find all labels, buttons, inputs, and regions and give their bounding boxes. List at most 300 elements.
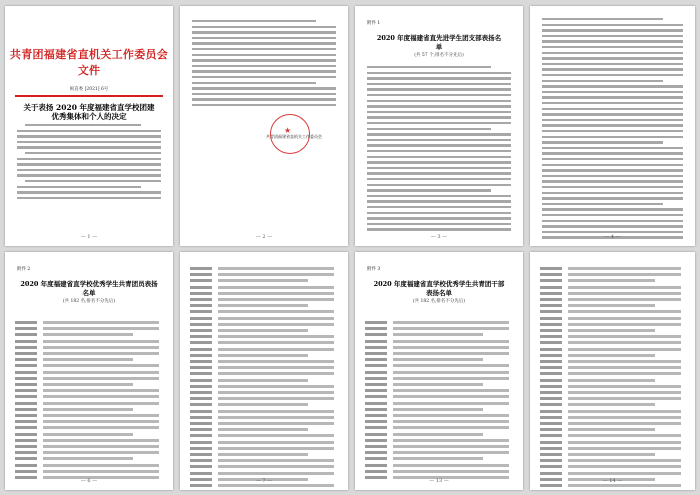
affiliation-cell [568,428,655,431]
text-line [542,169,683,171]
affiliation-cell [43,414,159,417]
name-cell [540,267,562,270]
name-cell [365,408,387,411]
table-row [540,402,685,407]
name-cell [365,464,387,467]
table-row [540,415,685,420]
table-row [190,471,338,476]
affiliation-cell [568,335,681,338]
affiliation-cell [393,389,509,392]
table-row [190,440,338,445]
name-cell [15,364,37,367]
text-line [17,163,161,165]
seal-text: 共青团福建省直机关工作委员会 [266,134,322,139]
affiliation-cell [218,273,334,276]
name-cell [365,433,387,436]
table-row [365,401,513,406]
table-row [15,456,163,461]
affiliation-cell [218,329,308,332]
name-cell [540,465,562,468]
affiliation-cell [218,372,334,375]
text-line [542,18,663,20]
affiliation-cell [218,397,334,400]
affiliation-cell [218,385,334,388]
affiliation-cell [393,358,483,361]
affiliation-cell [43,457,133,460]
table-row [365,339,513,344]
name-cell [365,371,387,374]
text-line [542,208,683,210]
name-cell [540,298,562,301]
table-row [190,415,338,420]
table-row [365,345,513,350]
annex-label: 附件 2 [17,267,31,272]
affiliation-cell [393,333,483,336]
name-cell [365,470,387,473]
text-line [367,139,511,141]
name-cell [15,352,37,355]
affiliation-cell [218,379,308,382]
table-row [190,446,338,451]
text-line [542,197,683,199]
text-line [542,180,683,182]
affiliation-cell [43,389,159,392]
table-row [365,388,513,393]
affiliation-cell [568,366,681,369]
name-cell [540,310,562,313]
affiliation-cell [218,366,334,369]
name-cell [540,354,562,357]
text-line [542,214,683,216]
affiliation-cell [568,292,681,295]
affiliation-cell [568,441,681,444]
name-cell [190,453,212,456]
name-cell [540,304,562,307]
name-cell [190,391,212,394]
affiliation-cell [393,414,509,417]
name-cell [190,422,212,425]
name-cell [190,472,212,475]
name-cell [540,472,562,475]
name-cell [365,402,387,405]
table-row [190,402,338,407]
text-line [192,65,336,67]
table-row [190,396,338,401]
text-line [367,77,511,79]
name-cell [15,439,37,442]
name-cell [365,364,387,367]
name-cell [540,391,562,394]
name-cell [190,329,212,332]
text-line [542,85,683,87]
affiliation-cell [393,364,509,367]
table-row [190,266,338,271]
affiliation-cell [568,267,681,270]
text-line [17,130,161,132]
table-row [15,463,163,468]
name-cell [190,465,212,468]
name-cell [365,426,387,429]
text-line [542,220,683,222]
affiliation-cell [218,428,308,431]
text-line [367,200,511,202]
affiliation-cell [393,321,509,324]
list-title: 2020 年度福建省直学校优秀学生共青团员表扬名单 [20,280,158,297]
name-cell [190,403,212,406]
name-cell [190,267,212,270]
table-row [540,378,685,383]
page-number: — 13 — [429,478,449,484]
table-row [365,382,513,387]
affiliation-cell [568,279,655,282]
name-cell [190,372,212,375]
text-line [192,87,336,89]
name-cell [15,445,37,448]
text-line [542,119,683,121]
name-cell [540,447,562,450]
name-cell [540,317,562,320]
affiliation-cell [393,371,509,374]
name-cell [365,439,387,442]
table-row [190,378,338,383]
name-cell [190,379,212,382]
affiliation-cell [218,304,308,307]
affiliation-cell [43,327,159,330]
name-cell [15,470,37,473]
text-line [17,197,161,199]
text-line [367,195,511,197]
table-row [190,365,338,370]
affiliation-cell [393,395,509,398]
name-cell [15,383,37,386]
name-cell [365,389,387,392]
affiliation-cell [43,371,159,374]
table-row [365,463,513,468]
affiliation-cell [568,286,681,289]
name-cell [365,321,387,324]
text-line [17,169,161,171]
affiliation-cell [568,397,681,400]
text-line [367,100,511,102]
table-row [540,291,685,296]
name-cell [190,273,212,276]
text-line [367,212,511,214]
document-number: 闽直委 [2021] 6号 [69,87,109,92]
table-row [540,433,685,438]
text-line [367,150,511,152]
text-line [367,88,511,90]
affiliation-cell [218,453,308,456]
text-line [367,223,511,225]
table-row [15,407,163,412]
table-row [365,394,513,399]
affiliation-cell [43,377,159,380]
affiliation-cell [568,410,681,413]
name-cell [15,358,37,361]
text-line [192,98,336,100]
name-cell [365,451,387,454]
affiliation-cell [218,447,334,450]
affiliation-cell [568,453,655,456]
red-header-title: 共青团福建省直机关工作委员会文件 [9,48,169,77]
affiliation-cell [218,434,334,437]
affiliation-cell [568,472,681,475]
affiliation-cell [218,441,334,444]
text-line [542,225,683,227]
name-cell [15,451,37,454]
name-cell [15,377,37,380]
name-cell [540,323,562,326]
affiliation-cell [43,402,159,405]
table-row [190,433,338,438]
name-cell [540,348,562,351]
name-cell [15,457,37,460]
affiliation-cell [393,464,509,467]
affiliation-cell [218,410,334,413]
text-line [192,82,316,84]
text-line [542,203,663,205]
affiliation-cell [43,464,159,467]
table-row [190,309,338,314]
table-row [540,297,685,302]
table-row [365,438,513,443]
text-line [542,68,683,70]
page-7 [355,252,523,490]
name-cell [190,286,212,289]
text-line [542,35,683,37]
text-line [542,40,683,42]
text-line [542,57,683,59]
table-row [15,376,163,381]
affiliation-cell [218,416,334,419]
affiliation-cell [218,292,334,295]
table-row [365,444,513,449]
affiliation-cell [568,304,655,307]
affiliation-cell [568,323,681,326]
name-cell [190,385,212,388]
name-cell [540,441,562,444]
name-cell [15,426,37,429]
table-row [15,432,163,437]
name-cell [540,335,562,338]
text-line [367,184,511,186]
text-line [542,164,683,166]
affiliation-cell [43,395,159,398]
affiliation-cell [43,426,159,429]
table-row [365,456,513,461]
affiliation-cell [568,459,681,462]
text-line [17,146,161,148]
name-cell [540,279,562,282]
table-row [190,303,338,308]
affiliation-cell [43,358,133,361]
text-line [367,66,491,68]
affiliation-cell [393,340,509,343]
text-line [367,144,511,146]
affiliation-cell [218,484,334,487]
text-line [17,135,161,137]
name-cell [190,354,212,357]
table-row [15,444,163,449]
table-row [15,382,163,387]
text-line [542,130,683,132]
table-row [540,266,685,271]
affiliation-cell [568,484,681,487]
text-line [542,108,683,110]
affiliation-cell [393,439,509,442]
table-row [190,409,338,414]
text-line [192,26,336,28]
table-row [190,272,338,277]
table-row [365,320,513,325]
name-cell [190,428,212,431]
text-line [25,180,161,182]
text-line [367,167,511,169]
affiliation-cell [568,422,681,425]
table-row [365,469,513,474]
table-row [365,432,513,437]
affiliation-cell [568,348,681,351]
text-line [367,156,511,158]
affiliation-cell [43,433,133,436]
text-line [542,80,663,82]
table-row [15,450,163,455]
table-row [365,425,513,430]
table-row [365,332,513,337]
table-row [540,359,685,364]
list-title: 2020 年度福建省直先进学生团支部表扬名单 [376,34,502,51]
list-subtitle: (共 57 个,排名不分先后) [414,53,464,58]
table-row [15,320,163,325]
name-cell [540,484,562,487]
name-cell [365,414,387,417]
table-row [540,458,685,463]
name-cell [365,340,387,343]
table-row [15,363,163,368]
text-line [367,178,511,180]
affiliation-cell [218,267,334,270]
table-row [365,326,513,331]
table-row [190,328,338,333]
text-line [192,20,316,22]
table-row [540,285,685,290]
affiliation-cell [218,310,334,313]
table-row [15,425,163,430]
name-cell [540,410,562,413]
affiliation-cell [568,298,681,301]
text-line [542,124,683,126]
name-cell [365,352,387,355]
affiliation-cell [568,403,655,406]
text-line [542,29,683,31]
affiliation-cell [568,329,655,332]
page-number: — 3 — [430,234,448,240]
name-cell [190,441,212,444]
affiliation-cell [43,408,133,411]
affiliation-cell [218,323,334,326]
name-cell [15,340,37,343]
name-cell [540,273,562,276]
name-cell [15,433,37,436]
affiliation-cell [218,360,334,363]
table-row [190,340,338,345]
table-row [365,407,513,412]
table-row [540,340,685,345]
text-line [367,161,511,163]
affiliation-cell [393,470,509,473]
name-cell [190,304,212,307]
page-number: — 4 — [604,234,621,240]
text-line [542,147,683,149]
text-line [367,128,491,130]
table-row [365,363,513,368]
table-row [540,328,685,333]
name-cell [15,389,37,392]
table-row [15,351,163,356]
affiliation-cell [43,470,159,473]
table-row [540,427,685,432]
affiliation-cell [218,459,334,462]
affiliation-cell [43,340,159,343]
text-line [17,174,161,176]
page-8 [530,252,695,490]
table-row [15,357,163,362]
table-row [190,353,338,358]
table-row [540,371,685,376]
affiliation-cell [568,372,681,375]
table-row [190,371,338,376]
affiliation-cell [218,422,334,425]
text-line [367,206,511,208]
affiliation-cell [393,426,509,429]
table-row [15,332,163,337]
table-row [15,370,163,375]
table-row [190,464,338,469]
document-title: 关于表扬 2020 年度福建省直学校团建优秀集体和个人的决定 [23,102,155,121]
name-cell [190,459,212,462]
name-cell [190,360,212,363]
text-line [192,42,336,44]
name-cell [365,445,387,448]
affiliation-cell [218,354,308,357]
table-row [190,384,338,389]
text-line [17,191,161,193]
table-row [15,438,163,443]
name-cell [540,329,562,332]
table-row [365,370,513,375]
name-cell [540,385,562,388]
page-number: — 2 — [255,234,273,240]
table-row [190,297,338,302]
name-cell [540,292,562,295]
name-cell [190,317,212,320]
affiliation-cell [568,434,681,437]
table-row [540,409,685,414]
table-row [540,464,685,469]
name-cell [190,292,212,295]
table-row [540,347,685,352]
name-cell [190,447,212,450]
name-cell [540,286,562,289]
name-cell [190,434,212,437]
table-row [365,419,513,424]
table-row [540,452,685,457]
affiliation-cell [43,451,159,454]
affiliation-cell [43,352,159,355]
table-row [540,316,685,321]
table-row [190,458,338,463]
table-row [365,351,513,356]
